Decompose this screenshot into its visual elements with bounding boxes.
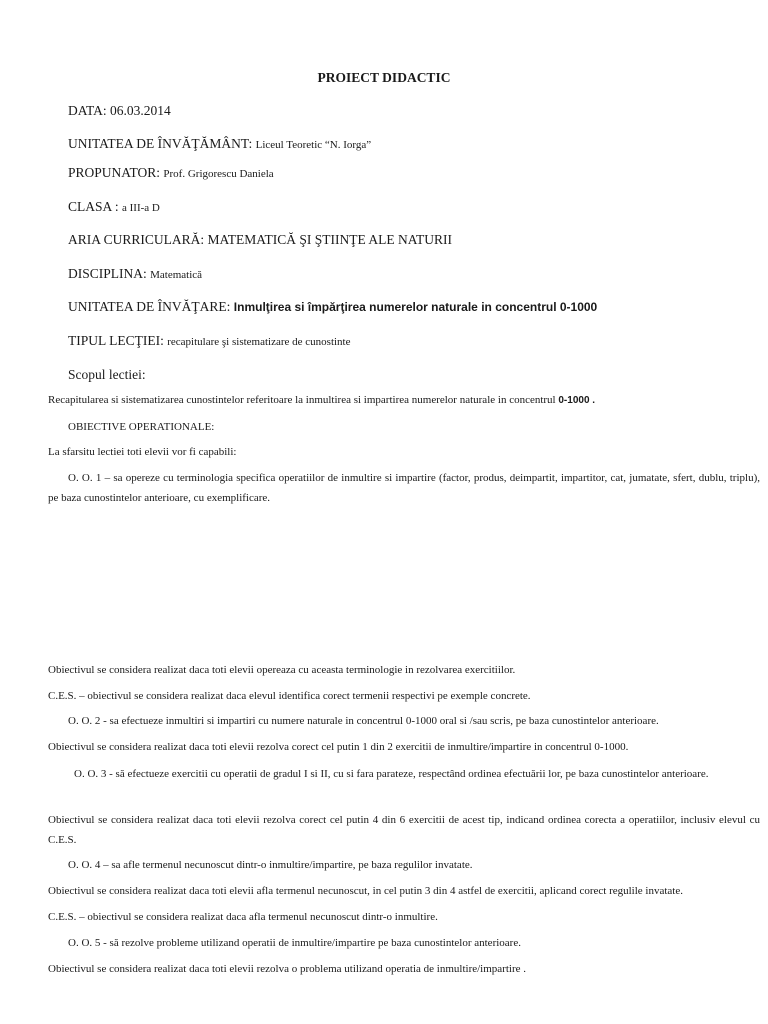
field-propunator-value: Prof. Grigorescu Daniela [163, 168, 274, 180]
field-tipul [68, 333, 351, 349]
field-aria-value: MATEMATICĂ ŞI ŞTIINŢE ALE NATURII [207, 232, 452, 247]
field-unitate-invatare-label: UNITATEA DE ÎNVĂŢARE: [68, 299, 231, 314]
objective-oo1: O. O. 1 – sa opereze cu terminologia specifica operatiilor de inmultire si impartire (factor, produs, deimpartit, impartitor, cat, jumatate, sfert, dublu, triplu), pe baza cunostintelor anterioare, cu exemplificare. [48, 472, 760, 504]
objective-oo3: O. O. 3 - să efectueze exercitii cu operatii de gradul I si II, cu si fara parateze, respectând ordinea efectuării lor, pe baza cunostintelor anterioare. [74, 768, 709, 780]
objective-oo5: O. O. 5 - să rezolve probleme utilizand operatii de inmultire/impartire pe baza cunostintelor anterioare. [68, 937, 521, 949]
objective-oo2: O. O. 2 - sa efectueze inmultiri si impartiri cu numere naturale in concentrul 0-1000 oral si /sau scris, pe baza cunostintelor anterioare. [68, 715, 659, 727]
document-title: PROIECT DIDACTIC [317, 70, 451, 85]
field-unitate-label: UNITATEA DE ÎNVĂŢĂMÂNT: [68, 136, 253, 151]
field-tipul-value: recapitulare şi sistematizare de cunostinte [167, 336, 351, 348]
obiective-heading: OBIECTIVE OPERATIONALE: [68, 421, 215, 433]
scop-text-main: Recapitularea si sistematizarea cunostintelor referitoare la inmultirea si impartirea numerelor naturale in concentrul [48, 394, 559, 406]
field-disciplina-value: Matematică [150, 269, 203, 281]
field-clasa-label: CLASA : [68, 199, 119, 214]
oo5-evaluation: Obiectivul se considera realizat daca toti elevii rezolva o problema utilizand operatia de inmultire/impartire . [48, 963, 527, 975]
oo1-evaluation: Obiectivul se considera realizat daca toti elevii opereaza cu aceasta terminologie in rezolvarea exercitiilor. [48, 664, 516, 676]
field-aria [68, 232, 452, 248]
field-unitate-value: Liceul Teoretic “N. Iorga” [255, 139, 372, 151]
field-data [68, 103, 171, 119]
field-tipul-label: TIPUL LECŢIEI: [68, 333, 164, 348]
field-data-value: 06.03.2014 [110, 103, 171, 118]
field-propunator [68, 165, 274, 181]
field-clasa [68, 199, 160, 215]
field-disciplina [68, 266, 202, 282]
field-aria-label: ARIA CURRICULARĂ: [68, 232, 205, 247]
scop-text-range: 0-1000 . [558, 395, 596, 406]
field-propunator-label: PROPUNATOR: [68, 165, 161, 180]
oo2-evaluation: Obiectivul se considera realizat daca toti elevii rezolva corect cel putin 1 din 2 exercitii de inmultire/impartire in concentrul 0-1000. [48, 741, 629, 753]
oo3-evaluation: Obiectivul se considera realizat daca toti elevii rezolva corect cel putin 4 din 6 exercitii de acest tip, indicand ordinea corecta a operatiilor, inclusiv elevul cu C.E.S. [48, 814, 760, 846]
objective-oo4: O. O. 4 – sa afle termenul necunoscut dintr-o inmultire/impartire, pe baza regulilor invatate. [68, 859, 473, 871]
field-clasa-value: a III-a D [122, 202, 160, 214]
oo4-ces: C.E.S. – obiectivul se considera realizat daca afla termenul necunoscut dintr-o inmultire. [48, 911, 438, 923]
field-data-label: DATA: [68, 103, 107, 118]
oo1-ces: C.E.S. – obiectivul se considera realizat daca elevul identifica corect termenii respectivi pe exemple concrete. [48, 690, 531, 702]
obiective-intro: La sfarsitu lectiei toti elevii vor fi capabili: [48, 446, 237, 458]
field-unitate-invatare [68, 299, 597, 315]
scop-text [48, 394, 595, 407]
oo4-evaluation: Obiectivul se considera realizat daca toti elevii afla termenul necunoscut, in cel putin 3 din 4 astfel de exercitii, aplicand corect regulile invatate. [48, 885, 683, 897]
field-scopul-label: Scopul lectiei: [68, 367, 146, 382]
field-unitate [68, 136, 371, 152]
field-disciplina-label: DISCIPLINA: [68, 266, 147, 281]
field-unitate-invatare-value: Inmulţirea si împărţirea numerelor naturale in concentrul 0-1000 [233, 300, 598, 314]
